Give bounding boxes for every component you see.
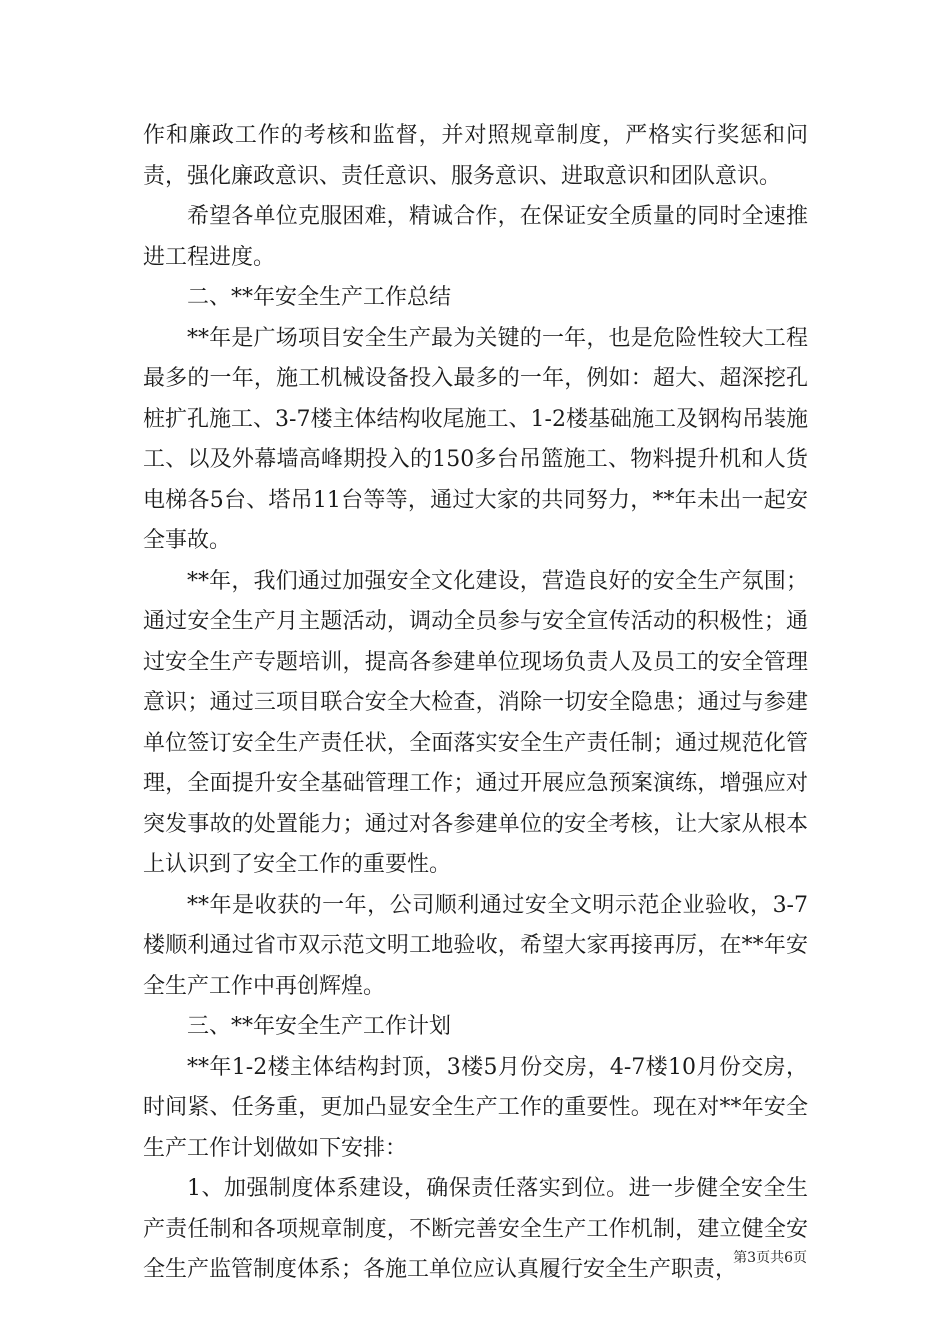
section-heading-2: 二、**年安全生产工作总结: [187, 285, 452, 310]
page-number: 第3页共6页: [733, 1250, 807, 1266]
paragraph-8: **年1-2楼主体结构封顶，3楼5月份交房，4-7楼10月份交房，时间紧、任务重，更加凸显安全生产工作的重要性。现在对**年安全生产工作计划做如下安排：: [143, 1054, 808, 1161]
paragraph-6: **年是收获的一年，公司顺利通过安全文明示范企业验收，3-7楼顺利通过省市双示范文明工地验收，希望大家再接再厉，在**年安全生产工作中再创辉煌。: [143, 892, 808, 999]
section-heading-3: 三、**年安全生产工作计划: [187, 1014, 452, 1039]
paragraph-5: **年，我们通过加强安全文化建设，营造良好的安全生产氛围；通过安全生产月主题活动，调动全员参与安全宣传活动的积极性；通过安全生产专题培训，提高各参建单位现场负责人及员工的安全管理意识；通过三项目联合安全大检查，消除一切安全隐患；通过与参建单位签订安全生产责任状，全面落实安全生产责任制；通过规范化管理，全面提升安全基础管理工作；通过开展应急预案演练，增强应对突发事故的处置能力；通过对各参建单位的安全考核，让大家从根本上认识到了安全工作的重要性。: [143, 568, 808, 877]
paragraph-4: **年是广场项目安全生产最为关键的一年，也是危险性较大工程最多的一年，施工机械设备投入最多的一年，例如：超大、超深挖孔桩扩孔施工、3-7楼主体结构收尾施工、1-2楼基础施工及钢构吊装施工、以及外幕墙高峰期投入的150多台吊篮施工、物料提升机和人货电梯各5台、塔吊11台等等，通过大家的共同努力，**年未出一起安全事故。: [143, 325, 808, 553]
paragraph-2: 希望各单位克服困难，精诚合作，在保证安全质量的同时全速推进工程进度。: [143, 204, 808, 270]
document-body: [143, 116, 808, 1291]
paragraph-9: 1、加强制度体系建设，确保责任落实到位。进一步健全安全生产责任制和各项规章制度，不断完善安全生产工作机制，建立健全安全生产监管制度体系；各施工单位应认真履行安全生产职责，: [143, 1176, 808, 1282]
paragraph-1: 作和廉政工作的考核和监督，并对照规章制度，严格实行奖惩和问责，强化廉政意识、责任意识、服务意识、进取意识和团队意识。: [143, 123, 808, 189]
